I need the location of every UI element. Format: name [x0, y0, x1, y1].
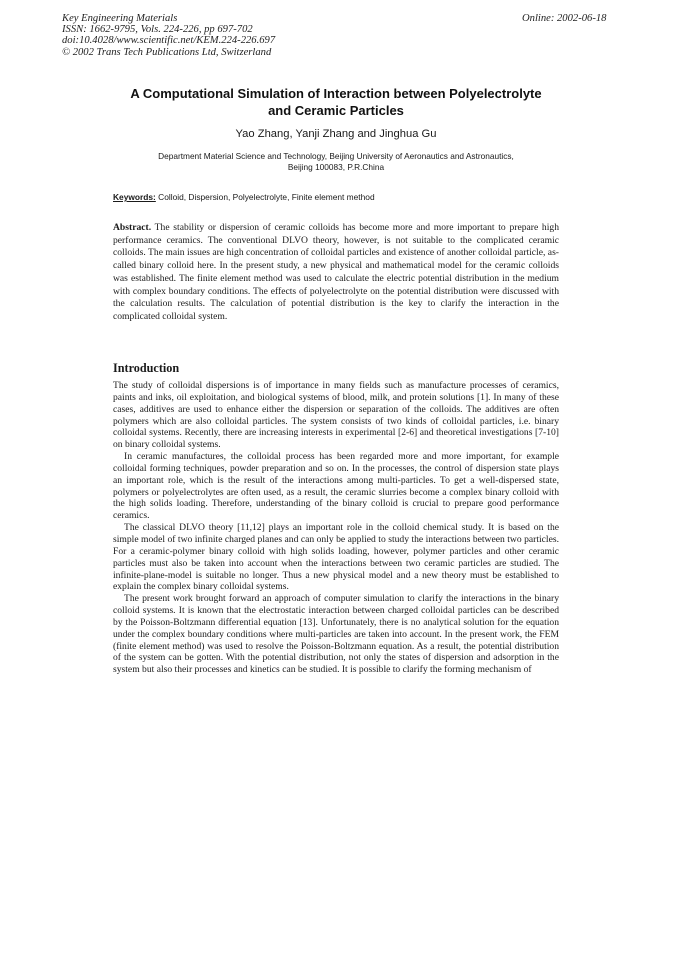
abstract-label: Abstract.: [113, 222, 152, 233]
intro-paragraph: The study of colloidal dispersions is of importance in many fields such as manufacture processes of ceramics, paints and inks, oil exploitation, and biological systems of blood, milk, and protein solutions [1]. In many of these cases, additives are used to enhance either the dispersion or separation of the colloids. The additives are often polymers which are also colloidal particles. The system consists of two kinds of colloidal particles, i.e. binary colloidal systems. Recently, there are increasing interests in experimental [2-6] and theoretical investigations [7-10] on binary colloidal systems.: [113, 380, 559, 451]
intro-paragraph: The present work brought forward an approach of computer simulation to clarify the interactions in the binary colloid systems. It is known that the electrostatic interaction between charged colloidal particles can be described by the Poisson-Boltzmann differential equation [13]. Unfortunately, there is no analytical solution for the equation under the complex boundary conditions where multi-particles are taken into account. In the present work, the FEM (finite element method) was used to resolve the Poisson-Boltzmann equation. As a result, the potential distribution of the system can be gotten. With the potential distribution, not only the states of dispersion and adsorption in the system but also their processes and kinetics can be studied. It is possible to clarify the forming mechanism of: [113, 593, 559, 676]
journal-header: [62, 13, 275, 58]
section-heading-introduction: Introduction: [113, 361, 180, 375]
affiliation: [96, 151, 576, 172]
keywords-label: Keywords:: [113, 192, 156, 202]
abstract-text: The stability or dispersion of ceramic colloids has become more and more important to prepare high performance ceramics. The conventional DLVO theory, however, is not suitable to the complicated ceramic colloids. The main issues are high concentration of colloidal particles and existence of another colloidal particle, as-called binary colloid here. In the present study, a new physical and mathematical model for the ceramic colloids was established. The finite element method was used to calculate the electric potential distribution in the medium with complex boundary conditions. The effects of polyelectrolyte on the potential distribution were discussed with the calculation results. The calculation of potential distribution is the key to clarify the interaction in the complicated colloidal system.: [113, 222, 559, 322]
copyright-line: © 2002 Trans Tech Publications Ltd, Switzerland: [62, 46, 272, 58]
intro-paragraph: The classical DLVO theory [11,12] plays an important role in the colloid chemical study. It is based on the simple model of two infinite charged planes and can only be applied to study the interactions between two particles. For a ceramic-polymer binary colloid with high solids loading, however, polymer particles and other ceramic particles must also be taken into account when the interactions between two ceramic particles are studied. The infinite-plane-model is suitable no longer. Thus a new physical model and a new theory must be established to explain the complex binary colloidal systems.: [113, 522, 559, 593]
keywords-text: Colloid, Dispersion, Polyelectrolyte, Finite element method: [155, 192, 375, 202]
intro-paragraph: In ceramic manufactures, the colloidal process has been regarded more and more important, for example colloidal forming techniques, powder preparation and so on. In the processes, the control of dispersion state plays an important role, which is the result of the interactions among multi-particles. To get a well-dispersed state, polymers or polyelectrolytes are often used, as a result, the ceramic slurries become a complex binary colloid with the high solids loading. Therefore, understanding of the binary colloid is crucial to prepare good performance ceramics.: [113, 451, 559, 522]
title-line-1: A Computational Simulation of Interaction between Polyelectrolyte: [130, 86, 542, 101]
doi-line: doi:10.4028/www.scientific.net/KEM.224-226.697: [62, 35, 276, 47]
affiliation-line-2: Beijing 100083, P.R.China: [287, 161, 385, 172]
abstract: [113, 222, 559, 324]
keywords: [113, 192, 375, 203]
title-line-2: and Ceramic Particles: [268, 103, 404, 118]
introduction-body: [113, 380, 559, 676]
author-list: Yao Zhang, Yanji Zhang and Jinghua Gu: [235, 128, 437, 140]
journal-name: Key Engineering Materials: [62, 13, 178, 24]
issn-line: ISSN: 1662-9795, Vols. 224-226, pp 697-702: [62, 24, 253, 36]
online-date: Online: 2002-06-18: [522, 13, 607, 24]
paper-title: [96, 85, 576, 119]
affiliation-line-1: Department Material Science and Technology, Beijing University of Aeronautics and Astronautics,: [158, 151, 514, 161]
